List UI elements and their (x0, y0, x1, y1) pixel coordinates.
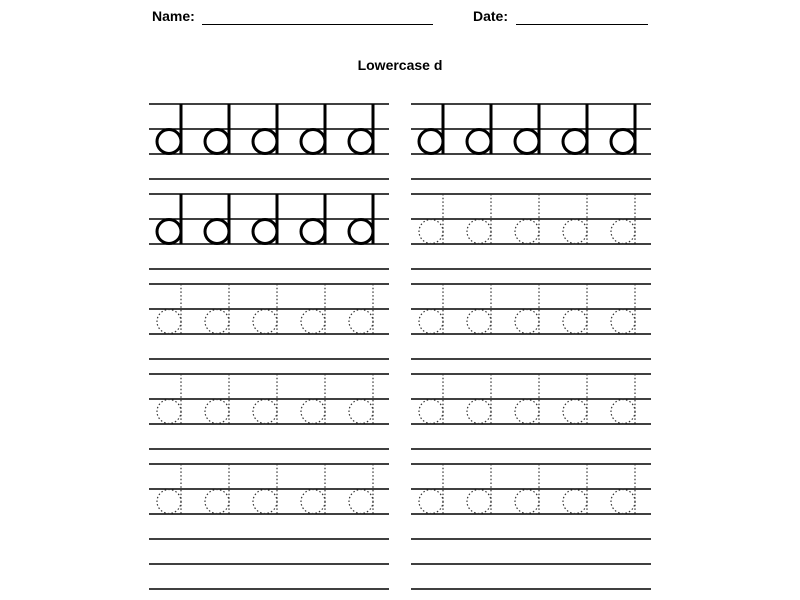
letter-bowl (467, 220, 491, 244)
letter-bowl (301, 220, 325, 244)
page-title: Lowercase d (357, 57, 443, 73)
practice-row-4-left (149, 374, 389, 449)
name-label: Name: (152, 8, 195, 24)
letter-bowl (253, 130, 277, 154)
letter-bowl (611, 220, 635, 244)
practice-row-4-right (411, 374, 651, 449)
letter-bowl (253, 490, 277, 514)
letter-bowl (611, 310, 635, 334)
practice-row-1-right (411, 104, 651, 179)
letter-bowl (563, 490, 587, 514)
letter-bowl (419, 130, 443, 154)
letter-bowl (515, 490, 539, 514)
letter-bowl (563, 130, 587, 154)
letter-bowl (467, 130, 491, 154)
letter-bowl (205, 310, 229, 334)
letter-bowl (205, 490, 229, 514)
letter-bowl (515, 400, 539, 424)
letter-bowl (253, 220, 277, 244)
letter-bowl (515, 130, 539, 154)
letter-bowl (205, 130, 229, 154)
practice-row-2-left (149, 194, 389, 269)
practice-row-3-right (411, 284, 651, 359)
letter-bowl (349, 130, 373, 154)
letter-bowl (419, 220, 443, 244)
letter-bowl (157, 310, 181, 334)
practice-row-5-left (149, 464, 389, 539)
practice-row-3-left (149, 284, 389, 359)
letter-bowl (301, 490, 325, 514)
letter-bowl (349, 310, 373, 334)
letter-bowl (563, 400, 587, 424)
letter-bowl (349, 220, 373, 244)
letter-bowl (157, 490, 181, 514)
letter-bowl (419, 310, 443, 334)
letter-bowl (419, 490, 443, 514)
letter-bowl (515, 310, 539, 334)
letter-bowl (611, 130, 635, 154)
letter-bowl (563, 310, 587, 334)
letter-bowl (467, 490, 491, 514)
letter-bowl (157, 400, 181, 424)
letter-bowl (301, 400, 325, 424)
letter-bowl (611, 490, 635, 514)
date-label: Date: (473, 8, 509, 24)
letter-bowl (467, 400, 491, 424)
letter-bowl (301, 130, 325, 154)
letter-bowl (563, 220, 587, 244)
letter-bowl (157, 130, 181, 154)
letter-bowl (205, 400, 229, 424)
letter-bowl (611, 400, 635, 424)
letter-bowl (467, 310, 491, 334)
letter-bowl (419, 400, 443, 424)
letter-bowl (301, 310, 325, 334)
letter-bowl (205, 220, 229, 244)
practice-row-5-right (411, 464, 651, 539)
practice-row-1-left (149, 104, 389, 179)
letter-bowl (253, 400, 277, 424)
letter-bowl (157, 220, 181, 244)
letter-bowl (349, 400, 373, 424)
letter-bowl (253, 310, 277, 334)
letter-bowl (515, 220, 539, 244)
letter-bowl (349, 490, 373, 514)
practice-row-2-right (411, 194, 651, 269)
